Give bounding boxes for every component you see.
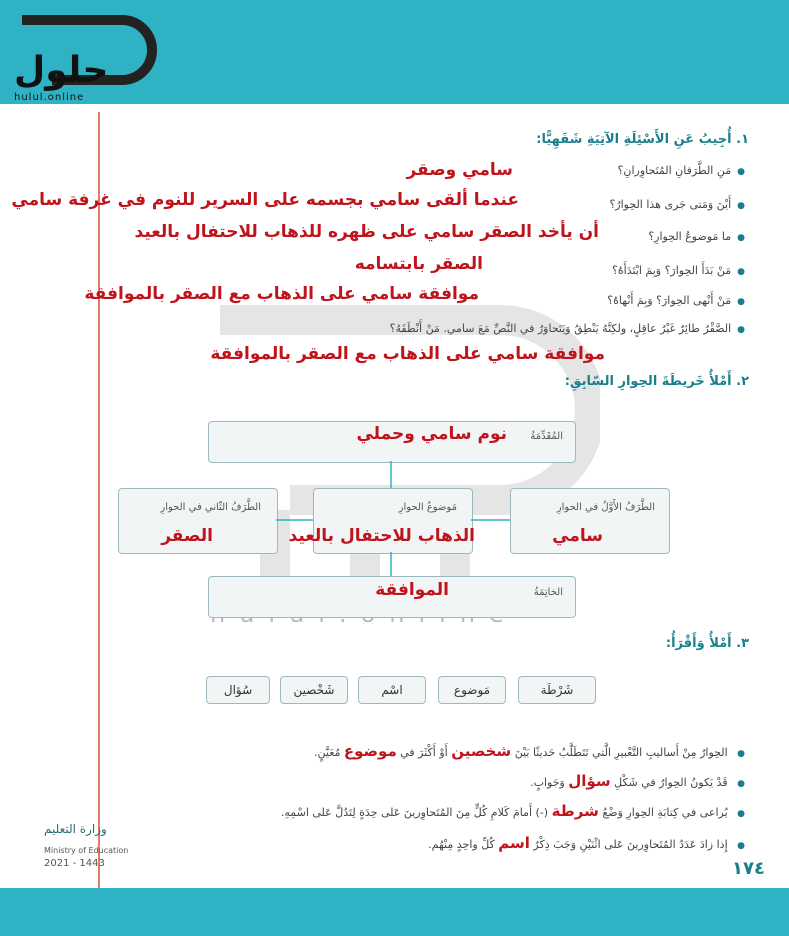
map-topic-label: مَوضوعُ الحوارِ <box>398 502 457 513</box>
sentence-2: ● قَدْ يَكونُ الحِوارُ في شَكْلِ سؤال وَجَوابٍ. <box>530 772 745 790</box>
answer-3: أن يأخد الصقر سامي على ظهره للذهاب للاحتفال بالعيد <box>134 222 599 242</box>
section3-heading: ٣. أَمْلأُ وَأَقْرَأُ: <box>665 636 749 651</box>
sentence-3-answer: شرطة <box>551 802 599 820</box>
answer-2: عندما ألقى سامي بجسمه على السرير للنوم في غرفة سامي <box>11 190 519 210</box>
answer-4: الصقر بابتسامه <box>354 254 483 274</box>
ministry-name-en: Ministry of Education <box>44 846 129 855</box>
map-intro-label: المُقَدِّمَةُ <box>530 431 563 442</box>
sentence-3: ● يُراعى في كِتابَةِ الحِوارِ وَضْعُ شرطة (-) أَمامَ كَلامِ كُلٍّ مِنَ المُتَحاوِرينَ عَلى حِدَةٍ لِتَدُلَّ عَلى اسْمِهِ. <box>281 802 745 820</box>
answer-6: موافقة سامي على الذهاب مع الصقر بالموافقة <box>210 344 605 364</box>
chip-name: اسْم <box>358 676 426 704</box>
map-topic-answer: الذهاب للاحتفال بالعيد <box>288 526 475 546</box>
sentence-1-answer-1: شخصين <box>451 742 512 760</box>
question-1: ● مَنِ الطَّرَفانِ المُتَحاوِرانِ؟ <box>618 164 745 177</box>
chip-topic: مَوضوع <box>438 676 506 704</box>
sentence-4-answer: اسم <box>498 834 530 852</box>
ministry-year: 2021 - 1443 <box>44 858 105 869</box>
sentence-2-answer: سؤال <box>568 772 611 790</box>
question-3: ● ما مَوضوعُ الحِوارِ؟ <box>648 230 745 243</box>
map-intro-answer: نوم سامي وحملي <box>356 424 507 444</box>
brand-sub: hulul.online <box>14 92 85 103</box>
ministry-name: وزارة التعليم <box>44 822 107 836</box>
brand-name: حلول <box>14 50 109 91</box>
map-first-party-label: الطَّرَفُ الأَوَّلُ في الحوارِ <box>556 502 655 513</box>
question-4: ● مَنْ بَدَأَ الحِوارَ؟ وَبِمَ ابْتَدَأَهُ؟ <box>612 264 745 277</box>
map-second-party-answer: الصقر <box>161 526 213 546</box>
section2-heading: ٢. أَمْلأُ خَريطَةَ الحِوارِ السّابِقِ: <box>564 374 749 389</box>
map-second-party-label: الطَّرَفُ الثّاني في الحوارِ <box>160 502 261 513</box>
chip-question: سُؤال <box>206 676 270 704</box>
map-first-party-answer: سامي <box>552 526 603 546</box>
question-5: ● مَنْ أَنْهى الحِوارَ؟ وَبِمَ أَنْهاهُ؟ <box>607 294 745 307</box>
map-conclusion-answer: الموافقة <box>375 580 449 600</box>
bottom-decor-band <box>0 888 789 936</box>
answer-5: موافقة سامي على الذهاب مع الصقر بالموافقة <box>84 284 479 304</box>
sentence-4: ● إِذا زادَ عَدَدُ المُتَحاوِرينَ عَلى اثْنَيْنِ وَجَبَ ذِكْرُ اسم كُلِّ واحِدٍ مِنْهُم. <box>428 834 745 852</box>
chip-dash: شَرْطَة <box>518 676 596 704</box>
chip-two-people: شَخْصين <box>280 676 348 704</box>
sentence-1-answer-2: موضوع <box>343 742 397 760</box>
section1-heading: ١. أُجِيبُ عَنِ الأَسْئِلَةِ الآتِيَةِ شَفَهِيًّا: <box>536 132 749 147</box>
sentence-1: ● الحِوارُ مِنْ أَساليبِ التَّعْبيرِ الَّتي تَتَطَلَّبُ حَديثًا بَيْنَ شخصين أَوْ أَكْثَرَ في موضوع مُعَيَّنٍ. <box>314 742 745 760</box>
question-6: ● الصَّقْرُ طائِرٌ غَيْرُ عاقِلٍ، ولكِنَّهُ يَنْطِقُ وَيَتَحاوَرُ في النَّصِّ مَعَ سامي. مَنْ أَنْطَقَهُ؟ <box>390 322 745 335</box>
question-2: ● أَيْنَ وَمَتى جَرى هذا الحِوارُ؟ <box>609 198 745 211</box>
answer-1: سامي وصقر <box>406 160 513 180</box>
map-conclusion-label: الخاتِمَةُ <box>533 587 563 598</box>
page-number: ١٧٤ <box>732 858 765 879</box>
